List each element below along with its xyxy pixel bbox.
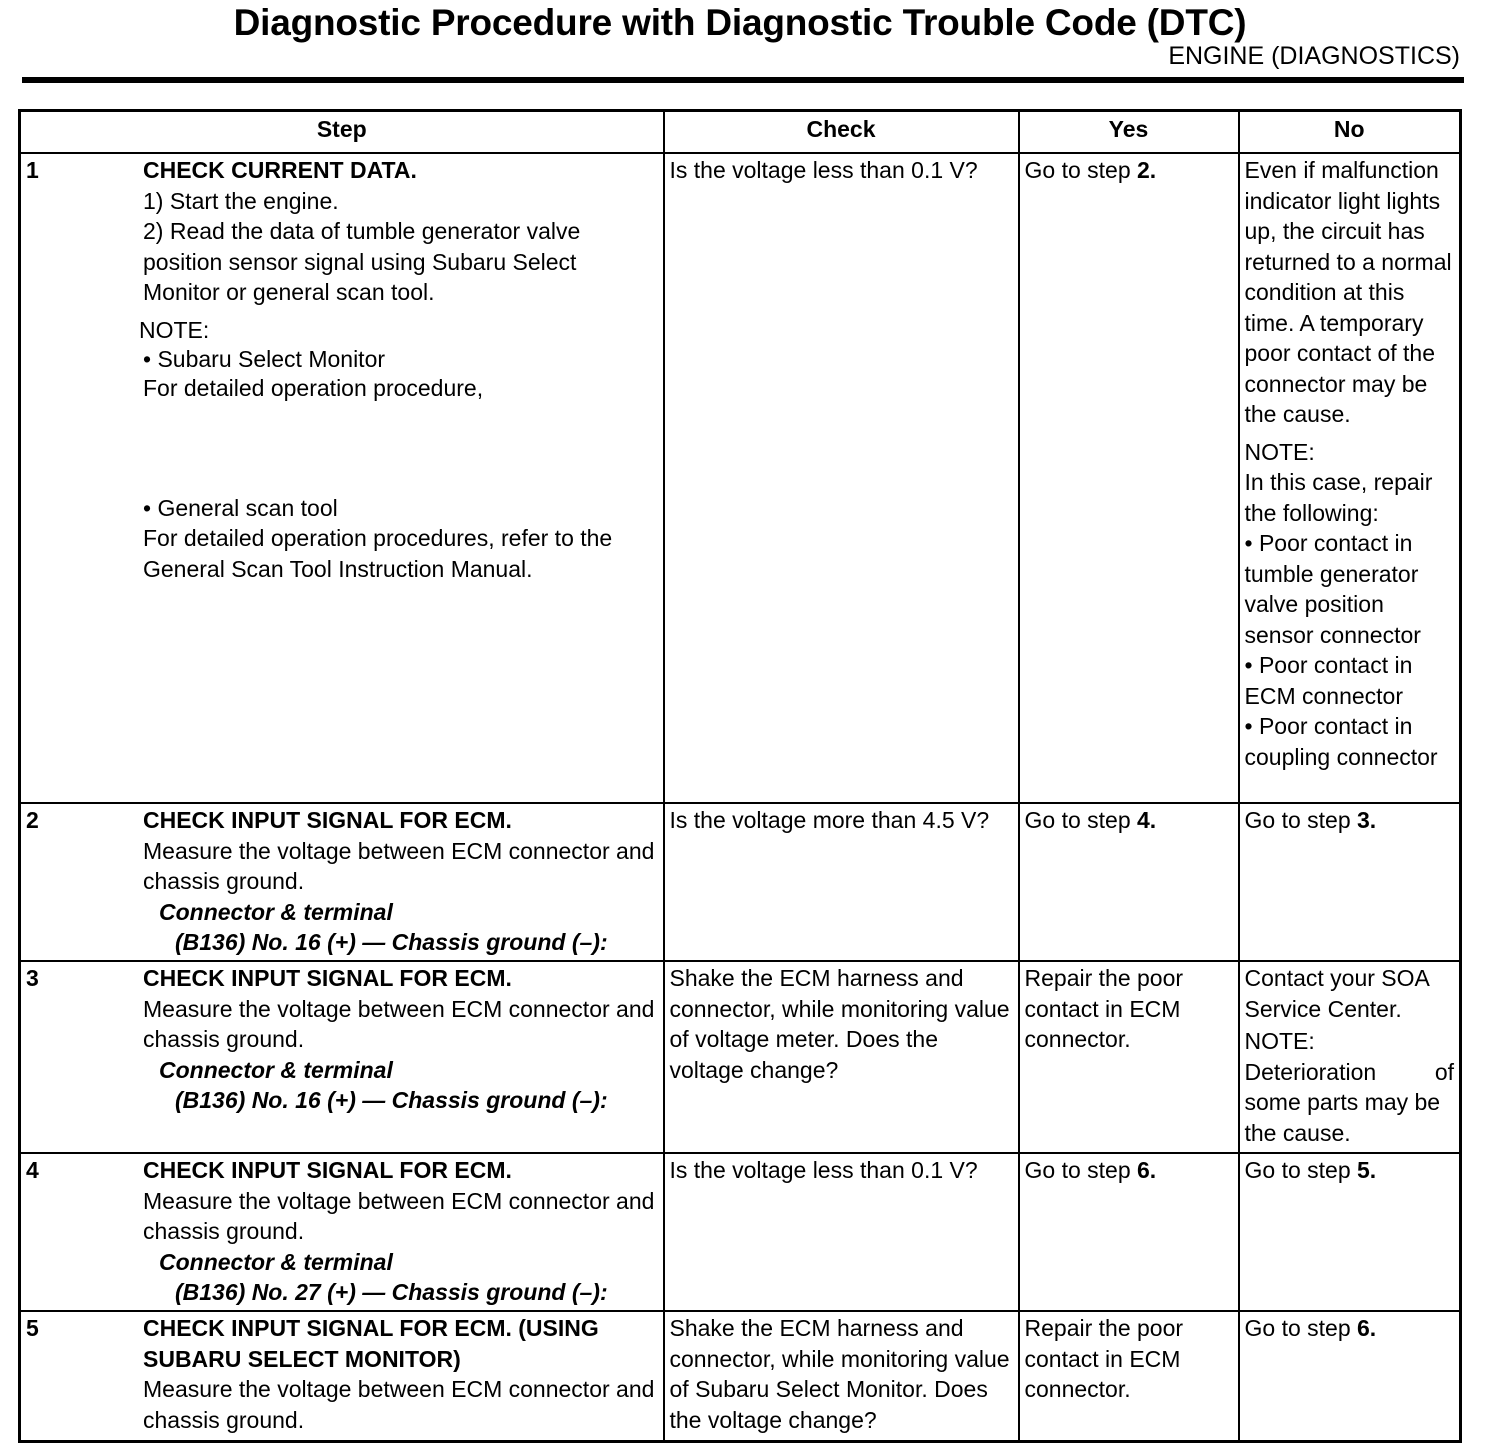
step-number: 5 [26,1315,39,1341]
bullet-text: • Subaru Select Monitor [143,346,385,372]
note-label: NOTE: [1244,1028,1315,1054]
table-row [20,803,1461,961]
header-rule [22,77,1464,83]
step-number: 3 [26,965,39,991]
column-header-yes: Yes [1019,111,1239,154]
connector-value: (B136) No. 16 (+) — Chassis ground (–): [175,1087,608,1113]
step-instruction: For detailed operation procedures, refer to the General Scan Tool Instruction Manual. [143,525,613,582]
table-row [20,153,1461,803]
no-text: Even if malfunction indicator light lights up, the circuit has returned to a normal condition at this time. A temporary poor contact of the connector may be the cause. [1244,157,1452,427]
no-note-text: some parts may be the cause. [1244,1089,1441,1146]
yes-text: Go to step [1024,1157,1138,1183]
no-cell [1239,153,1461,803]
yes-step-ref: 4. [1137,807,1157,833]
step-title: CHECK CURRENT DATA. [143,157,417,183]
no-text: Contact your SOA Service Center. [1244,965,1429,1022]
page-title: Diagnostic Procedure with Diagnostic Trouble Code (DTC) [233,2,1247,43]
step-number: 4 [26,1157,39,1183]
step-title: CHECK INPUT SIGNAL FOR ECM. (USING SUBARU SELECT MONITOR) [143,1315,599,1372]
check-cell: Is the voltage less than 0.1 V? [664,153,1019,803]
step-title: CHECK INPUT SIGNAL FOR ECM. [143,965,512,991]
step-cell [20,961,664,1153]
connector-value: (B136) No. 16 (+) — Chassis ground (–): [175,929,608,955]
note-label: NOTE: [1244,438,1315,465]
no-note-text: In this case, repair the following: [1244,469,1433,526]
step-instruction: Measure the voltage between ECM connector and chassis ground. [143,1376,655,1433]
step-number: 1 [26,157,39,183]
no-cell [1239,803,1461,961]
table-row [20,1153,1461,1311]
yes-cell [1019,153,1239,803]
no-cell [1239,961,1461,1153]
step-instruction: For detailed operation procedure, [143,375,484,401]
check-cell: Is the voltage more than 4.5 V? [664,803,1019,961]
note-label: NOTE: [139,316,210,343]
column-header-check: Check [664,111,1019,154]
yes-step-ref: 2. [1137,157,1157,183]
bullet-text: • General scan tool [143,495,338,521]
step-title: CHECK INPUT SIGNAL FOR ECM. [143,807,512,833]
table-row [20,1311,1461,1441]
table-row [20,961,1461,1153]
yes-cell [1019,1153,1239,1311]
connector-label: Connector & terminal [159,1248,393,1275]
no-step-ref: 5. [1357,1157,1377,1183]
column-header-step: Step [20,111,664,154]
check-cell: Shake the ECM harness and connector, while monitoring value of Subaru Select Monitor. Does the voltage change? [664,1311,1019,1441]
step-number: 2 [26,807,39,833]
yes-text: Go to step [1024,157,1138,183]
yes-cell: Repair the poor contact in ECM connector. [1019,961,1239,1153]
no-note-text: Deterioration of [1244,1058,1454,1085]
step-cell [20,1153,664,1311]
no-text: Go to step [1244,1315,1358,1341]
step-instruction: 1) Start the engine. [143,187,339,214]
section-subtitle: ENGINE (DIAGNOSTICS) [1168,42,1460,70]
no-bullet-item: • Poor contact in coupling connector [1245,711,1455,772]
step-instruction: Measure the voltage between ECM connector and chassis ground. [143,1187,655,1244]
step-title: CHECK INPUT SIGNAL FOR ECM. [143,1157,512,1183]
check-cell: Shake the ECM harness and connector, while monitoring value of voltage meter. Does the voltage change? [664,961,1019,1153]
no-bullet-item: • Poor contact in ECM connector [1245,650,1455,711]
step-cell [20,1311,664,1441]
no-cell [1239,1311,1461,1441]
connector-label: Connector & terminal [159,898,393,925]
bullet-item [143,345,658,373]
step-instruction: Measure the voltage between ECM connector and chassis ground. [143,995,655,1052]
step-instruction: Measure the voltage between ECM connector and chassis ground. [143,837,655,894]
connector-value: (B136) No. 27 (+) — Chassis ground (–): [175,1279,608,1305]
step-cell [20,803,664,961]
yes-text: Go to step [1024,807,1138,833]
check-cell: Is the voltage less than 0.1 V? [664,1153,1019,1311]
step-instruction: 2) Read the data of tumble generator valve position sensor signal using Subaru Select Monitor or general scan tool. [143,218,581,305]
yes-cell: Repair the poor contact in ECM connector. [1019,1311,1239,1441]
diagnostic-table [18,109,1462,1443]
yes-cell [1019,803,1239,961]
table-header-row [20,111,1461,154]
no-step-ref: 6. [1357,1315,1377,1341]
blank-gap [143,404,658,493]
no-text: Go to step [1244,1157,1358,1183]
no-cell [1239,1153,1461,1311]
no-step-ref: 3. [1357,807,1377,833]
no-bullet-item: • Poor contact in tumble generator valve position sensor connector [1245,528,1455,650]
connector-label: Connector & terminal [159,1056,393,1083]
bullet-item [143,493,658,524]
column-header-no: No [1239,111,1461,154]
no-text: Go to step [1244,807,1358,833]
step-cell [20,153,664,803]
yes-step-ref: 6. [1137,1157,1157,1183]
